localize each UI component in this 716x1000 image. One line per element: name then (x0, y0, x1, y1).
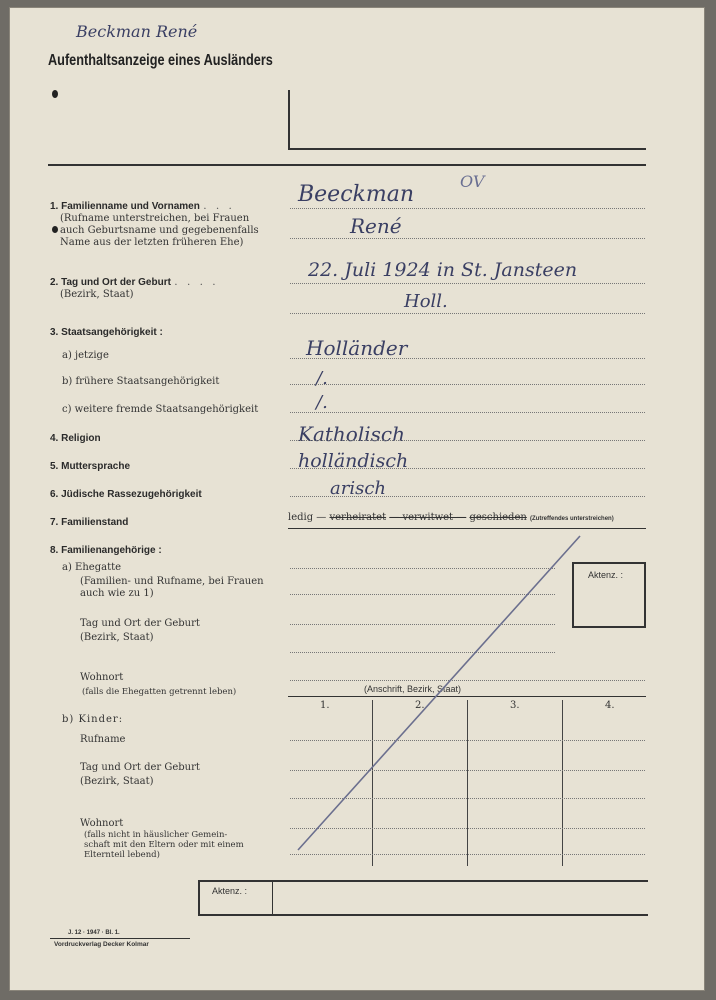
print-rule (50, 938, 190, 939)
form-page (10, 8, 704, 990)
field-6-wrap (50, 488, 202, 501)
answer-nationality: Holländer (306, 336, 408, 360)
field-3-label: 3. Staatsangehörigkeit : (50, 327, 163, 338)
field-1-sub-2: auch Geburtsname und gegebenenfalls (60, 225, 259, 236)
punch-mark (52, 226, 58, 233)
footer-aktenz-divider (272, 882, 273, 914)
field-8b-home-sub-1: (falls nicht in häuslicher Gemein- (84, 830, 228, 840)
address-header: (Anschrift, Bezirk, Staat) (364, 684, 462, 694)
answer-religion: Katholisch (298, 422, 405, 446)
field-8b-birth-label: Tag und Ort der Geburt (80, 762, 200, 773)
answer-former-nationality: /. (316, 368, 328, 389)
field-2-sub: (Bezirk, Staat) (60, 289, 134, 300)
field-8b-home-sub-3: Elternteil lebend) (84, 850, 160, 860)
footer-aktenz-label: Aktenz. : (212, 886, 248, 896)
field-8a-home-label: Wohnort (80, 672, 124, 683)
column-2-label: 2. (415, 700, 425, 711)
field-8b-birth-sub: (Bezirk, Staat) (80, 776, 154, 787)
field-8a-home-sub: (falls die Ehegatten getrennt leben) (82, 687, 237, 697)
answer-other-nationality: /. (316, 392, 328, 413)
answer-ov-mark: OV (460, 172, 485, 191)
field-1-label: 1. Familienname und Vornamen (50, 201, 200, 212)
field-8b-home-sub-2: schaft mit den Eltern oder mit einem (84, 840, 244, 850)
marital-verwitwet: — verwitwet — (389, 512, 467, 523)
field-1-sub-3: Name aus der letzten früheren Ehe) (60, 237, 244, 248)
field-8b-label: b) Kinder: (62, 714, 124, 725)
field-7-wrap (50, 516, 128, 529)
field-6-label: 6. Jüdische Rassezugehörigkeit (50, 489, 202, 500)
form-title: Aufenthaltsanzeige eines Ausländers (48, 52, 273, 69)
field-8-label: 8. Familienangehörige : (50, 545, 162, 556)
field-2-block (50, 276, 285, 301)
field-8b-home-label: Wohnort (80, 818, 124, 829)
field-3c-label: c) weitere fremde Staatsangehörigkeit (62, 404, 259, 415)
column-1-label: 1. (320, 700, 330, 711)
field-4-wrap (50, 432, 101, 445)
field-8a-sub-2: auch wie zu 1) (80, 588, 154, 599)
marital-verheiratet: verheiratet (329, 512, 387, 523)
answer-race: arisch (330, 478, 387, 499)
field-4-label: 4. Religion (50, 433, 101, 444)
marital-geschieden: geschieden (469, 512, 527, 523)
field-2-label: 2. Tag und Ort der Geburt (50, 277, 171, 288)
answer-firstname: René (350, 214, 402, 238)
field-1-dots: . . . (203, 200, 235, 212)
answer-birth-line1: 22. Juli 1924 in St. Jansteen (308, 259, 578, 281)
field-5-wrap (50, 460, 130, 473)
field-8a-birth-sub: (Bezirk, Staat) (80, 632, 154, 643)
field-5-label: 5. Muttersprache (50, 461, 131, 472)
field-8a-sub-1: (Familien- und Rufname, bei Frauen (80, 576, 264, 587)
field-8a-birth-label: Tag und Ort der Geburt (80, 618, 200, 629)
field-1-sub-1: (Rufname unterstreichen, bei Frauen (60, 213, 250, 224)
answer-language: holländisch (298, 450, 409, 472)
handwritten-name: Beckman René (76, 22, 198, 41)
marital-ledig: ledig — (288, 512, 327, 523)
field-7-label: 7. Familienstand (50, 517, 129, 528)
field-8-wrap (50, 544, 162, 557)
field-3b-label: b) frühere Staatsangehörigkeit (62, 376, 220, 387)
answer-birth-line2: Holl. (404, 291, 448, 312)
field-8a-label: a) Ehegatte (62, 562, 122, 573)
aktenz-box-label: Aktenz. : (588, 570, 624, 580)
column-3-label: 3. (510, 700, 520, 711)
publisher: Vordruckverlag Decker Kolmar (54, 941, 149, 948)
field-3-label-wrap (50, 326, 163, 339)
column-4-label: 4. (605, 700, 615, 711)
field-1-block (50, 200, 285, 249)
footer-aktenz-box (198, 880, 648, 916)
print-code: J. 12 · 1947 · Bl. 1. (68, 930, 120, 936)
field-3a-label: a) jetzige (62, 350, 109, 361)
marital-note: (Zutreffendes unterstreichen) (530, 516, 614, 522)
field-8b-name-label: Rufname (80, 734, 126, 745)
field-2-dots: . . . . (174, 276, 219, 288)
answer-surname: Beeckman (298, 182, 415, 207)
